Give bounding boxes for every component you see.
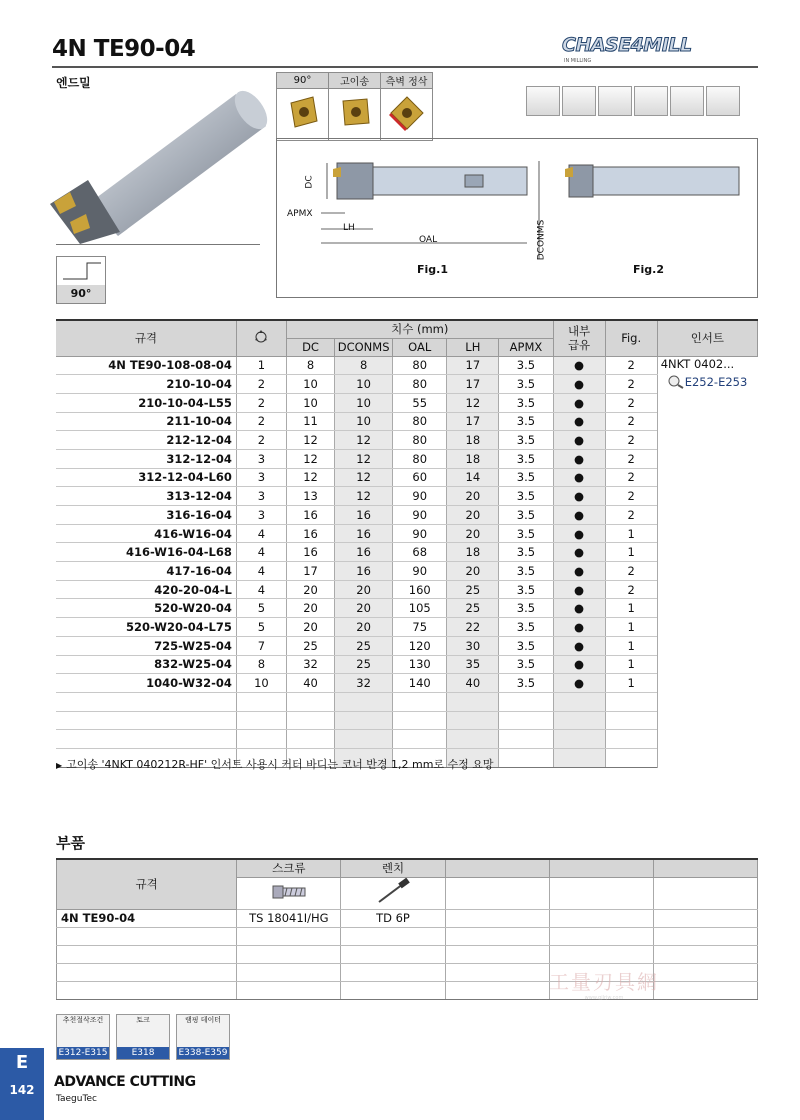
dc-cell: 40 — [286, 674, 334, 693]
lh-cell: 18 — [447, 449, 499, 468]
apmx-cell: 3.5 — [499, 674, 553, 693]
dim-dconms: DCONMS — [536, 219, 547, 261]
dconms-cell: 20 — [335, 580, 393, 599]
z-cell: 5 — [236, 618, 286, 637]
coolant-cell: ● — [553, 543, 605, 562]
dc-cell: 16 — [286, 524, 334, 543]
apmx-cell: 3.5 — [499, 375, 553, 394]
oal-cell: 60 — [393, 468, 447, 487]
ref-pages: E338-E359 — [178, 1048, 228, 1058]
table-row — [56, 468, 758, 487]
fig-cell: 1 — [605, 655, 657, 674]
title-divider — [52, 66, 758, 68]
dc-cell: 10 — [286, 393, 334, 412]
ref-pages: E312-E315 — [58, 1048, 108, 1058]
dimensions-header: 치수 (mm) — [286, 320, 553, 338]
oal-cell: 140 — [393, 674, 447, 693]
lh-cell: 18 — [447, 431, 499, 450]
z-cell: 3 — [236, 468, 286, 487]
dconms-cell: 16 — [335, 506, 393, 525]
dim-oal: OAL — [419, 235, 438, 245]
model-cell: 420-20-04-L — [56, 580, 236, 599]
apmx-cell: 3.5 — [499, 449, 553, 468]
fig-cell: 1 — [605, 543, 657, 562]
model-cell: 520-W20-04-L75 — [56, 618, 236, 637]
empty-row — [56, 711, 758, 730]
dc-cell: 32 — [286, 655, 334, 674]
z-cell: 3 — [236, 506, 286, 525]
table-row — [56, 356, 758, 375]
lh-cell: 20 — [447, 524, 499, 543]
parts-title: 부품 — [56, 834, 85, 852]
coolant-cell: ● — [553, 580, 605, 599]
table-row — [56, 506, 758, 525]
face-milling-icon — [526, 86, 560, 116]
insert-sidewall-icon — [387, 93, 427, 133]
figure-2-label: Fig.2 — [633, 263, 664, 276]
apmx-cell: 3.5 — [499, 506, 553, 525]
screw-image — [237, 877, 341, 909]
angle-label: 90° — [57, 285, 105, 303]
insert-high-feed-icon — [335, 93, 375, 133]
insert-sidewall-image — [381, 89, 433, 141]
dc-header: DC — [286, 338, 334, 356]
shoulder-milling-icon — [562, 86, 596, 116]
ref-cutting-conditions[interactable] — [56, 1014, 110, 1060]
model-cell: 520-W20-04 — [56, 599, 236, 618]
fig-cell: 1 — [605, 674, 657, 693]
wrench-icon — [373, 878, 413, 906]
figure-drawings — [277, 139, 757, 297]
teeth-header — [236, 320, 286, 356]
empty-header — [549, 859, 653, 877]
parts-model: 4N TE90-04 — [57, 909, 237, 927]
oal-cell: 80 — [393, 431, 447, 450]
note-arrow-icon: ▶ — [56, 761, 63, 770]
dc-cell: 12 — [286, 449, 334, 468]
fig-cell: 2 — [605, 468, 657, 487]
coolant-header: 내부 급유 — [553, 320, 605, 356]
dconms-cell: 12 — [335, 431, 393, 450]
z-cell: 3 — [236, 449, 286, 468]
coolant-cell: ● — [553, 393, 605, 412]
watermark-url: www.gjlrjw.com — [584, 995, 624, 1001]
model-cell: 416-W16-04 — [56, 524, 236, 543]
coolant-cell: ● — [553, 449, 605, 468]
oal-cell: 160 — [393, 580, 447, 599]
oal-cell: 80 — [393, 375, 447, 394]
table-row — [56, 412, 758, 431]
wrench-value: TD 6P — [341, 909, 445, 927]
z-cell: 5 — [236, 599, 286, 618]
coolant-cell: ● — [553, 468, 605, 487]
fig-cell: 2 — [605, 431, 657, 450]
fig-header: Fig. — [605, 320, 657, 356]
fig-cell: 2 — [605, 562, 657, 581]
spec-header: 규격 — [56, 320, 236, 356]
oal-cell: 120 — [393, 636, 447, 655]
lh-cell: 18 — [447, 543, 499, 562]
z-cell: 2 — [236, 412, 286, 431]
dconms-cell: 16 — [335, 524, 393, 543]
screw-value: TS 18041I/HG — [237, 909, 341, 927]
dc-cell: 8 — [286, 356, 334, 375]
oal-cell: 68 — [393, 543, 447, 562]
coolant-cell: ● — [553, 412, 605, 431]
ref-title: 추천절삭조건 — [62, 1016, 104, 1024]
fig-cell: 1 — [605, 618, 657, 637]
dim-dc: DC — [304, 175, 315, 189]
lh-cell: 35 — [447, 655, 499, 674]
model-cell: 211-10-04 — [56, 412, 236, 431]
coolant-cell: ● — [553, 356, 605, 375]
dc-cell: 20 — [286, 580, 334, 599]
apmx-cell: 3.5 — [499, 599, 553, 618]
ref-title: 토크 — [136, 1016, 150, 1024]
oal-cell: 90 — [393, 524, 447, 543]
empty-row — [56, 692, 758, 711]
fig-cell: 1 — [605, 599, 657, 618]
insert-high-feed-image — [329, 89, 381, 141]
lh-header: LH — [447, 338, 499, 356]
dc-cell: 20 — [286, 599, 334, 618]
oal-cell: 90 — [393, 487, 447, 506]
dc-cell: 16 — [286, 543, 334, 562]
dconms-cell: 16 — [335, 543, 393, 562]
oal-cell: 105 — [393, 599, 447, 618]
table-row — [56, 674, 758, 693]
slotting-icon — [598, 86, 632, 116]
plunging-icon — [706, 86, 740, 116]
model-cell: 313-12-04 — [56, 487, 236, 506]
lh-cell: 25 — [447, 599, 499, 618]
dconms-cell: 20 — [335, 599, 393, 618]
empty-row — [56, 730, 758, 749]
insert-90-image — [277, 89, 329, 141]
apmx-cell: 3.5 — [499, 356, 553, 375]
model-cell: 832-W25-04 — [56, 655, 236, 674]
angle-shape-icon — [57, 257, 105, 285]
logo-small-text: IN MILLING — [564, 58, 592, 64]
table-row — [56, 431, 758, 450]
fig-cell: 2 — [605, 487, 657, 506]
ramping-icon — [177, 1025, 229, 1047]
helical-milling-icon — [670, 86, 704, 116]
model-cell: 210-10-04-L55 — [56, 393, 236, 412]
table-row — [56, 599, 758, 618]
screw-icon — [269, 878, 309, 906]
dc-cell: 11 — [286, 412, 334, 431]
ref-ramping-data[interactable] — [176, 1014, 230, 1060]
coolant-cell: ● — [553, 674, 605, 693]
table-row — [56, 524, 758, 543]
logo-text: CHASE4MILL — [562, 34, 692, 56]
page-title: 4N TE90-04 — [52, 36, 196, 62]
oal-header: OAL — [393, 338, 447, 356]
angle-indicator — [56, 256, 106, 304]
figure-1-label: Fig.1 — [417, 263, 448, 276]
apmx-cell: 3.5 — [499, 655, 553, 674]
model-cell: 1040-W32-04 — [56, 674, 236, 693]
magnifier-icon — [667, 375, 685, 389]
oal-cell: 80 — [393, 412, 447, 431]
oal-cell: 130 — [393, 655, 447, 674]
empty-header — [653, 859, 757, 877]
dconms-cell: 12 — [335, 449, 393, 468]
table-row — [56, 375, 758, 394]
fig-cell: 2 — [605, 412, 657, 431]
lh-cell: 20 — [447, 506, 499, 525]
footnote — [56, 756, 494, 772]
insert-header: 인서트 — [657, 320, 757, 356]
reference-boxes — [56, 1014, 230, 1060]
model-cell: 312-12-04-L60 — [56, 468, 236, 487]
apmx-cell: 3.5 — [499, 636, 553, 655]
model-cell: 212-12-04 — [56, 431, 236, 450]
lh-cell: 14 — [447, 468, 499, 487]
apmx-cell: 3.5 — [499, 543, 553, 562]
table-row — [56, 562, 758, 581]
table-row — [56, 449, 758, 468]
fig-cell: 2 — [605, 393, 657, 412]
chasemill-logo — [562, 34, 760, 64]
dconms-header: DCONMS — [335, 338, 393, 356]
insert-ref-link[interactable]: E252-E253 — [684, 374, 748, 389]
oal-cell: 80 — [393, 356, 447, 375]
apmx-cell: 3.5 — [499, 468, 553, 487]
torque-icon — [117, 1025, 169, 1047]
dc-cell: 12 — [286, 468, 334, 487]
z-cell: 2 — [236, 431, 286, 450]
table-row — [56, 393, 758, 412]
operation-icons — [526, 86, 740, 116]
z-cell: 4 — [236, 543, 286, 562]
watermark-text: 工量刃具網 — [549, 970, 659, 994]
fig-cell: 2 — [605, 375, 657, 394]
table-row — [56, 618, 758, 637]
coolant-cell: ● — [553, 636, 605, 655]
insert-type-header: 측벽 정삭 — [381, 73, 433, 89]
cutting-conditions-icon — [57, 1025, 109, 1047]
page-subtitle: 엔드밀 — [56, 76, 91, 90]
dc-cell: 25 — [286, 636, 334, 655]
oal-cell: 90 — [393, 506, 447, 525]
coolant-cell: ● — [553, 562, 605, 581]
z-cell: 3 — [236, 487, 286, 506]
apmx-header: APMX — [499, 338, 553, 356]
table-row — [56, 543, 758, 562]
dim-lh: LH — [343, 223, 355, 233]
dconms-cell: 32 — [335, 674, 393, 693]
apmx-cell: 3.5 — [499, 431, 553, 450]
dconms-cell: 8 — [335, 356, 393, 375]
model-cell: 417-16-04 — [56, 562, 236, 581]
insert-name: 4NKT 0402... — [660, 356, 735, 371]
coolant-cell: ● — [553, 506, 605, 525]
apmx-cell: 3.5 — [499, 618, 553, 637]
dc-cell: 17 — [286, 562, 334, 581]
z-cell: 7 — [236, 636, 286, 655]
model-cell: 210-10-04 — [56, 375, 236, 394]
coolant-cell: ● — [553, 524, 605, 543]
dconms-cell: 16 — [335, 562, 393, 581]
apmx-cell: 3.5 — [499, 393, 553, 412]
coolant-cell: ● — [553, 618, 605, 637]
z-cell: 10 — [236, 674, 286, 693]
insert-types-table — [276, 72, 433, 141]
dim-apmx: APMX — [287, 209, 313, 219]
fig-cell: 2 — [605, 506, 657, 525]
ramping-icon — [634, 86, 668, 116]
dconms-cell: 20 — [335, 618, 393, 637]
dconms-cell: 10 — [335, 375, 393, 394]
fig-cell: 2 — [605, 356, 657, 375]
model-cell: 416-W16-04-L68 — [56, 543, 236, 562]
lh-cell: 22 — [447, 618, 499, 637]
coolant-cell: ● — [553, 655, 605, 674]
model-cell: 4N TE90-108-08-04 — [56, 356, 236, 375]
model-cell: 312-12-04 — [56, 449, 236, 468]
oal-cell: 90 — [393, 562, 447, 581]
teeth-count-icon — [253, 329, 269, 345]
z-cell: 4 — [236, 580, 286, 599]
table-row — [56, 655, 758, 674]
fig-cell: 1 — [605, 524, 657, 543]
specification-table — [56, 319, 758, 768]
section-tab — [0, 1048, 44, 1120]
lh-cell: 20 — [447, 487, 499, 506]
model-cell: 725-W25-04 — [56, 636, 236, 655]
brand-logo: ADVANCE CUTTING — [54, 1074, 196, 1090]
z-cell: 4 — [236, 562, 286, 581]
brand-sub: TaeguTec — [56, 1094, 97, 1104]
page-number: 142 — [9, 1083, 35, 1097]
oal-cell: 75 — [393, 618, 447, 637]
z-cell: 1 — [236, 356, 286, 375]
dimension-figures — [276, 138, 758, 298]
coolant-cell: ● — [553, 487, 605, 506]
dc-cell: 13 — [286, 487, 334, 506]
table-row — [56, 580, 758, 599]
insert-type-header: 고이송 — [329, 73, 381, 89]
z-cell: 2 — [236, 375, 286, 394]
lh-cell: 30 — [447, 636, 499, 655]
insert-type-header: 90° — [277, 73, 329, 89]
coolant-cell: ● — [553, 375, 605, 394]
parts-spec-header: 규격 — [57, 859, 237, 909]
dconms-cell: 12 — [335, 468, 393, 487]
ref-pages: E318 — [117, 1047, 169, 1059]
insert-cell — [657, 356, 757, 767]
lh-cell: 17 — [447, 375, 499, 394]
lh-cell: 20 — [447, 562, 499, 581]
coolant-cell: ● — [553, 599, 605, 618]
empty-header — [445, 859, 549, 877]
dconms-cell: 10 — [335, 412, 393, 431]
model-cell: 316-16-04 — [56, 506, 236, 525]
dc-cell: 10 — [286, 375, 334, 394]
coolant-cell: ● — [553, 431, 605, 450]
dconms-cell: 10 — [335, 393, 393, 412]
dconms-cell: 25 — [335, 655, 393, 674]
lh-cell: 17 — [447, 356, 499, 375]
z-cell: 2 — [236, 393, 286, 412]
oal-cell: 55 — [393, 393, 447, 412]
ref-title: 램핑 데이터 — [184, 1016, 222, 1024]
apmx-cell: 3.5 — [499, 562, 553, 581]
oal-cell: 80 — [393, 449, 447, 468]
note-text: 고이송 '4NKT 040212R-HF' 인서트 사용시 커터 바디는 코너 반경 1,2 mm로 수정 요망 — [66, 758, 494, 771]
insert-square-icon — [283, 93, 323, 133]
watermark — [534, 944, 674, 1014]
dc-cell: 20 — [286, 618, 334, 637]
apmx-cell: 3.5 — [499, 580, 553, 599]
table-row — [56, 636, 758, 655]
screw-header: 스크류 — [237, 859, 341, 877]
fig-cell: 2 — [605, 580, 657, 599]
apmx-cell: 3.5 — [499, 412, 553, 431]
tool-divider — [56, 244, 260, 245]
apmx-cell: 3.5 — [499, 524, 553, 543]
dconms-cell: 12 — [335, 487, 393, 506]
table-row — [56, 487, 758, 506]
lh-cell: 25 — [447, 580, 499, 599]
dc-cell: 16 — [286, 506, 334, 525]
endmill-tool-image — [40, 84, 270, 244]
lh-cell: 12 — [447, 393, 499, 412]
section-letter: E — [15, 1052, 29, 1073]
lh-cell: 40 — [447, 674, 499, 693]
ref-torque[interactable] — [116, 1014, 170, 1060]
fig-cell: 1 — [605, 636, 657, 655]
wrench-header: 렌치 — [341, 859, 445, 877]
wrench-image — [341, 877, 445, 909]
z-cell: 8 — [236, 655, 286, 674]
z-cell: 4 — [236, 524, 286, 543]
dconms-cell: 25 — [335, 636, 393, 655]
dc-cell: 12 — [286, 431, 334, 450]
lh-cell: 17 — [447, 412, 499, 431]
fig-cell: 2 — [605, 449, 657, 468]
apmx-cell: 3.5 — [499, 487, 553, 506]
